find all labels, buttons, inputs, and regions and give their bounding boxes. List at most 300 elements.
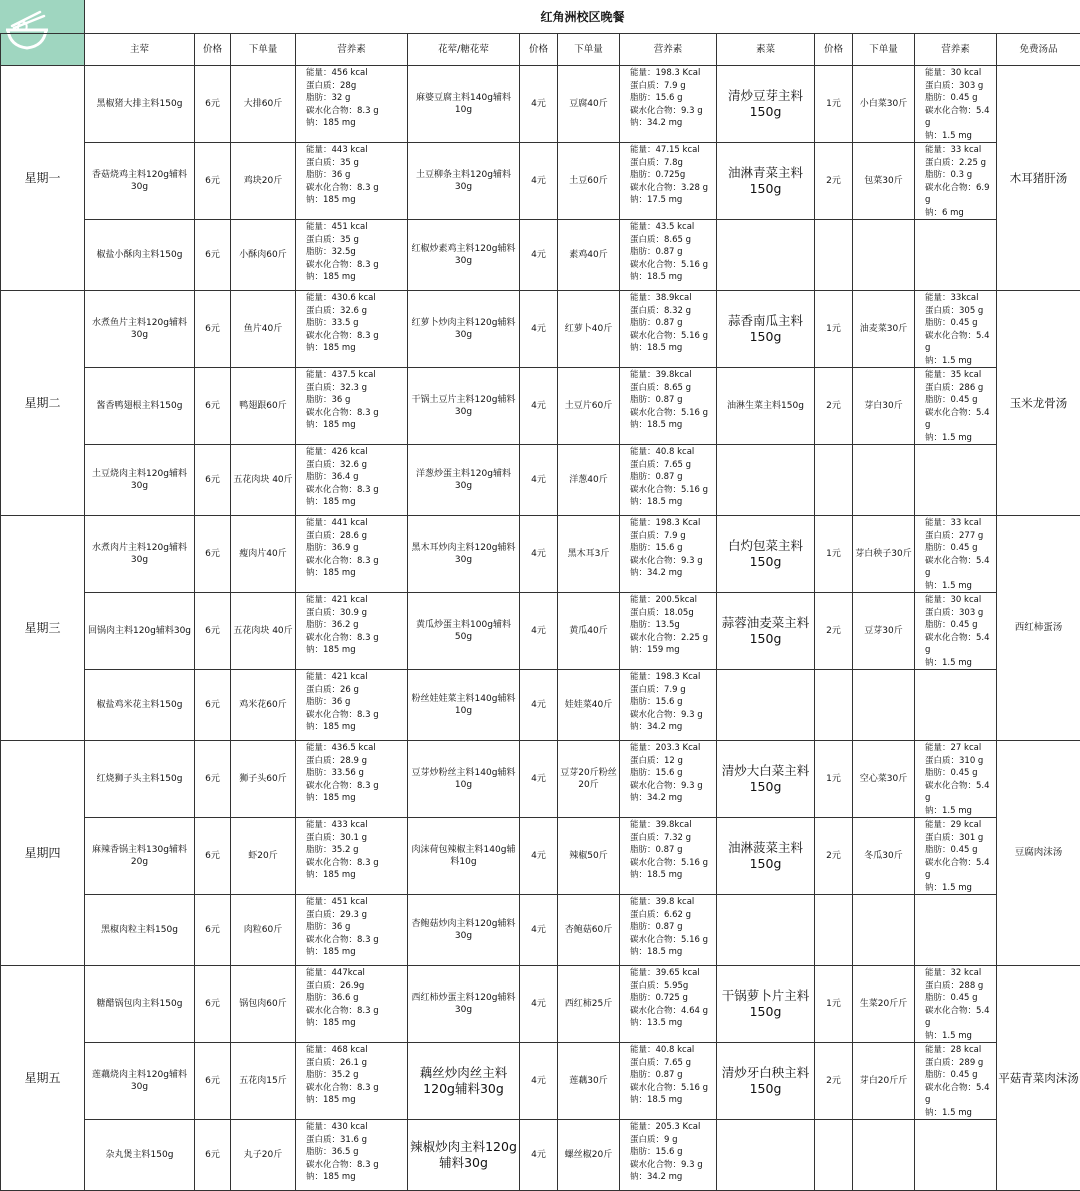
- nutrition-line: g: [925, 117, 996, 130]
- veg-price: 1元: [815, 66, 853, 143]
- veg-dish-spec: 主料150g: [750, 538, 803, 569]
- nutrition-line: 脂肪：0.87 g: [630, 844, 716, 857]
- side-price: 4元: [520, 220, 558, 291]
- veg-dish: [717, 220, 815, 291]
- nutrition-line: 蛋白质：26 g: [306, 684, 407, 697]
- nutrition-line: 蛋白质：286 g: [925, 382, 996, 395]
- main-dish-spec: 主料150g: [137, 925, 178, 935]
- nutrition-line: 脂肪：36 g: [306, 394, 407, 407]
- day-label: 星期四: [1, 741, 85, 966]
- main-dish-spec: 主料150g: [142, 401, 183, 411]
- side-qty: 黑木耳3斤: [558, 516, 620, 593]
- nutrition-line: 钠：1.5 mg: [925, 1030, 996, 1043]
- veg-dish: [717, 143, 815, 220]
- nutrition-line: 能量：198.3 Kcal: [630, 517, 716, 530]
- side-dish-name: 洋葱炒蛋: [416, 469, 452, 479]
- nutrition-line: 蛋白质：7.9 g: [630, 684, 716, 697]
- main-qty: 鸡块20斤: [231, 143, 296, 220]
- logo-cell: [1, 0, 85, 34]
- nutrition-line: 碳水化合物：5.16 g: [630, 857, 716, 870]
- main-dish-name: 黑椒肉粒: [101, 925, 137, 935]
- main-qty: 肉粒60斤: [231, 895, 296, 966]
- side-qty: 土豆60斤: [558, 143, 620, 220]
- main-qty: 鸭翅跟60斤: [231, 368, 296, 445]
- veg-dish: [717, 291, 815, 368]
- main-price: 6元: [195, 291, 231, 368]
- veg-qty: 芽白30斤: [853, 368, 915, 445]
- main-nutrition: [296, 220, 408, 291]
- veg-dish: [717, 368, 815, 445]
- page-title: 红角洲校区晚餐: [85, 0, 1080, 34]
- header-0: 主荤: [85, 34, 195, 66]
- veg-nutrition: [915, 1120, 997, 1191]
- side-dish-spec: 主料120g辅料30g: [455, 919, 516, 941]
- nutrition-line: 钠：34.2 mg: [630, 1171, 716, 1184]
- nutrition-line: 能量：451 kcal: [306, 896, 407, 909]
- day-label: 星期二: [1, 291, 85, 516]
- nutrition-line: 钠：185 mg: [306, 721, 407, 734]
- nutrition-line: 蛋白质：301 g: [925, 832, 996, 845]
- nutrition-line: 能量：33 kcal: [925, 517, 996, 530]
- veg-dish-spec: 主料150g: [750, 988, 810, 1019]
- main-nutrition: [296, 516, 408, 593]
- veg-nutrition: [915, 291, 997, 368]
- veg-dish: [717, 593, 815, 670]
- main-qty: 五花肉块 40斤: [231, 445, 296, 516]
- veg-qty: [853, 445, 915, 516]
- nutrition-line: 能量：433 kcal: [306, 819, 407, 832]
- nutrition-line: 碳水化合物：8.3 g: [306, 105, 407, 118]
- veg-qty: 生菜20斤斤: [853, 966, 915, 1043]
- nutrition-line: 蛋白质：310 g: [925, 755, 996, 768]
- nutrition-line: 能量：203.3 Kcal: [630, 742, 716, 755]
- side-qty: 素鸡40斤: [558, 220, 620, 291]
- side-qty: 黄瓜40斤: [558, 593, 620, 670]
- nutrition-line: 脂肪：0.87 g: [630, 317, 716, 330]
- side-price: 4元: [520, 516, 558, 593]
- soup-label: 玉米龙骨汤: [997, 291, 1080, 516]
- side-dish-name: 黄瓜炒蛋: [416, 620, 452, 630]
- veg-dish: [717, 741, 815, 818]
- nutrition-line: 蛋白质：28.6 g: [306, 530, 407, 543]
- main-price: 6元: [195, 818, 231, 895]
- main-price: 6元: [195, 670, 231, 741]
- table-row: [1, 895, 1080, 966]
- side-dish-spec: 主料140g辅料10g: [452, 93, 511, 115]
- nutrition-line: g: [925, 869, 996, 882]
- side-dish-name: 粉丝娃娃菜: [412, 694, 457, 704]
- main-dish: [85, 741, 195, 818]
- veg-dish-name: 蒜蓉油麦菜: [722, 615, 785, 630]
- veg-dish-name: 油淋青菜: [728, 165, 778, 180]
- veg-dish: [717, 818, 815, 895]
- nutrition-line: 碳水化合物：9.3 g: [630, 555, 716, 568]
- header-6: 下单量: [558, 34, 620, 66]
- veg-qty: 小白菜30斤: [853, 66, 915, 143]
- nutrition-line: 蛋白质：28g: [306, 80, 407, 93]
- nutrition-line: 碳水化合物：8.3 g: [306, 780, 407, 793]
- main-price: 6元: [195, 1120, 231, 1191]
- nutrition-line: 钠：18.5 mg: [630, 419, 716, 432]
- nutrition-line: g: [925, 194, 996, 207]
- nutrition-line: 能量：32 kcal: [925, 967, 996, 980]
- nutrition-line: 脂肪：15.6 g: [630, 767, 716, 780]
- veg-qty: 冬瓜30斤: [853, 818, 915, 895]
- veg-dish: [717, 1120, 815, 1191]
- day-label: 星期一: [1, 66, 85, 291]
- main-dish: [85, 818, 195, 895]
- side-price: 4元: [520, 291, 558, 368]
- main-nutrition: [296, 66, 408, 143]
- main-dish-spec: 主料120g辅料30g: [128, 543, 187, 565]
- nutrition-line: 能量：421 kcal: [306, 594, 407, 607]
- main-dish-name: 水煮肉片: [92, 543, 128, 553]
- side-nutrition: [620, 66, 717, 143]
- nutrition-line: 脂肪：36 g: [306, 921, 407, 934]
- main-dish-spec: 主料150g: [142, 999, 183, 1009]
- veg-dish: [717, 670, 815, 741]
- main-dish-spec: 主料120g辅料30g: [128, 318, 187, 340]
- nutrition-line: 能量：29 kcal: [925, 819, 996, 832]
- main-dish-spec: 主料150g: [142, 700, 183, 710]
- veg-dish-name: 清炒牙白秧: [722, 1065, 785, 1080]
- veg-nutrition: [915, 368, 997, 445]
- side-dish-name: 红椒炒素鸡: [412, 244, 457, 254]
- nutrition-line: 脂肪：0.87 g: [630, 921, 716, 934]
- nutrition-line: 能量：33kcal: [925, 292, 996, 305]
- nutrition-line: 钠：185 mg: [306, 567, 407, 580]
- nutrition-line: 蛋白质：8.32 g: [630, 305, 716, 318]
- nutrition-line: 钠：34.2 mg: [630, 567, 716, 580]
- nutrition-line: 能量：200.5kcal: [630, 594, 716, 607]
- nutrition-line: 能量：40.8 kcal: [630, 1044, 716, 1057]
- header-12: 免费汤品: [997, 34, 1080, 66]
- nutrition-line: 脂肪：0.45 g: [925, 317, 996, 330]
- side-qty: 土豆片60斤: [558, 368, 620, 445]
- veg-nutrition: [915, 895, 997, 966]
- side-dish: [408, 143, 520, 220]
- nutrition-line: 脂肪：36.2 g: [306, 619, 407, 632]
- nutrition-line: 蛋白质：8.65 g: [630, 382, 716, 395]
- nutrition-line: 碳水化合物：4.64 g: [630, 1005, 716, 1018]
- nutrition-line: 钠：13.5 mg: [630, 1017, 716, 1030]
- side-qty: 娃娃菜40斤: [558, 670, 620, 741]
- main-nutrition: [296, 741, 408, 818]
- table-row: [1, 291, 1080, 368]
- veg-dish: [717, 895, 815, 966]
- side-price: 4元: [520, 1043, 558, 1120]
- side-dish: [408, 741, 520, 818]
- side-dish-spec: 主料120g辅料30g: [455, 318, 516, 340]
- side-nutrition: [620, 516, 717, 593]
- main-qty: 鱼片40斤: [231, 291, 296, 368]
- side-nutrition: [620, 895, 717, 966]
- nutrition-line: 脂肪：36.9 g: [306, 542, 407, 555]
- nutrition-line: 碳水化合物：9.3 g: [630, 780, 716, 793]
- nutrition-line: 碳水化合物：8.3 g: [306, 484, 407, 497]
- main-dish-spec: 主料120g辅料30g: [115, 626, 191, 636]
- nutrition-line: 碳水化合物：8.3 g: [306, 259, 407, 272]
- nutrition-line: 蛋白质：5.95g: [630, 980, 716, 993]
- main-dish-spec: 主料150g: [133, 1150, 174, 1160]
- side-price: 4元: [520, 741, 558, 818]
- nutrition-line: 脂肪：15.6 g: [630, 92, 716, 105]
- nutrition-line: 蛋白质：28.9 g: [306, 755, 407, 768]
- side-dish: [408, 66, 520, 143]
- nutrition-line: 蛋白质：9 g: [630, 1134, 716, 1147]
- veg-qty: [853, 895, 915, 966]
- side-dish: [408, 966, 520, 1043]
- nutrition-line: 能量：437.5 kcal: [306, 369, 407, 382]
- nutrition-line: 碳水化合物：5.16 g: [630, 484, 716, 497]
- nutrition-line: 碳水化合物：5.4: [925, 1005, 996, 1018]
- nutrition-line: 碳水化合物：9.3 g: [630, 709, 716, 722]
- veg-dish-spec: 主料150g: [750, 763, 810, 794]
- veg-price: 2元: [815, 593, 853, 670]
- side-dish-spec: 主料120g辅料30g: [455, 993, 516, 1015]
- nutrition-line: 蛋白质：26.9g: [306, 980, 407, 993]
- nutrition-line: 脂肪：15.6 g: [630, 696, 716, 709]
- nutrition-line: 碳水化合物：5.4: [925, 105, 996, 118]
- main-dish: [85, 143, 195, 220]
- nutrition-line: 钠：1.5 mg: [925, 130, 996, 143]
- veg-dish-spec: 主料150g: [750, 165, 803, 196]
- main-price: 6元: [195, 143, 231, 220]
- nutrition-line: 碳水化合物：8.3 g: [306, 555, 407, 568]
- nutrition-line: 蛋白质：7.32 g: [630, 832, 716, 845]
- nutrition-line: 蛋白质：32.3 g: [306, 382, 407, 395]
- side-nutrition: [620, 593, 717, 670]
- nutrition-line: 蛋白质：26.1 g: [306, 1057, 407, 1070]
- nutrition-line: 钠：34.2 mg: [630, 792, 716, 805]
- nutrition-line: 碳水化合物：5.4: [925, 857, 996, 870]
- nutrition-line: 钠：6 mg: [925, 207, 996, 220]
- main-dish: [85, 895, 195, 966]
- header-2: 下单量: [231, 34, 296, 66]
- veg-dish: [717, 966, 815, 1043]
- nutrition-line: 钠：18.5 mg: [630, 496, 716, 509]
- nutrition-line: 钠：1.5 mg: [925, 657, 996, 670]
- nutrition-line: 脂肪：0.45 g: [925, 92, 996, 105]
- side-dish-spec: 主料120g辅料30g: [439, 1139, 517, 1170]
- table-row: [1, 741, 1080, 818]
- veg-dish-name: 干锅萝卜片: [722, 988, 785, 1003]
- main-qty: 五花肉15斤: [231, 1043, 296, 1120]
- nutrition-line: 能量：430 kcal: [306, 1121, 407, 1134]
- side-dish: [408, 516, 520, 593]
- side-dish: [408, 895, 520, 966]
- table-row: [1, 593, 1080, 670]
- veg-nutrition: [915, 516, 997, 593]
- main-qty: 锅包肉60斤: [231, 966, 296, 1043]
- soup-label: 豆腐肉沫汤: [997, 741, 1080, 966]
- veg-price: 2元: [815, 818, 853, 895]
- veg-nutrition: [915, 593, 997, 670]
- side-nutrition: [620, 741, 717, 818]
- nutrition-line: 钠：185 mg: [306, 1017, 407, 1030]
- side-dish: [408, 593, 520, 670]
- nutrition-line: 脂肪：15.6 g: [630, 1146, 716, 1159]
- main-qty: 五花肉块 40斤: [231, 593, 296, 670]
- nutrition-line: 碳水化合物：5.16 g: [630, 934, 716, 947]
- nutrition-line: 能量：39.8kcal: [630, 819, 716, 832]
- nutrition-line: 碳水化合物：5.16 g: [630, 259, 716, 272]
- nutrition-line: 蛋白质：35 g: [306, 234, 407, 247]
- side-qty: 辣椒50斤: [558, 818, 620, 895]
- nutrition-line: 能量：28 kcal: [925, 1044, 996, 1057]
- nutrition-line: 蛋白质：305 g: [925, 305, 996, 318]
- main-nutrition: [296, 143, 408, 220]
- table-row: [1, 445, 1080, 516]
- main-qty: 小酥肉60斤: [231, 220, 296, 291]
- nutrition-line: 钠：185 mg: [306, 496, 407, 509]
- veg-dish-spec: 主料150g: [750, 840, 803, 871]
- nutrition-line: 碳水化合物：8.3 g: [306, 182, 407, 195]
- veg-dish-name: 清炒大白菜: [722, 763, 785, 778]
- side-price: 4元: [520, 895, 558, 966]
- nutrition-line: 能量：468 kcal: [306, 1044, 407, 1057]
- nutrition-line: 蛋白质：31.6 g: [306, 1134, 407, 1147]
- nutrition-line: 碳水化合物：9.3 g: [630, 1159, 716, 1172]
- nutrition-line: 能量：443 kcal: [306, 144, 407, 157]
- side-nutrition: [620, 1043, 717, 1120]
- nutrition-line: 能量：33 kcal: [925, 144, 996, 157]
- main-price: 6元: [195, 66, 231, 143]
- side-dish: [408, 1120, 520, 1191]
- veg-price: [815, 895, 853, 966]
- main-nutrition: [296, 966, 408, 1043]
- nutrition-line: 蛋白质：277 g: [925, 530, 996, 543]
- main-nutrition: [296, 895, 408, 966]
- nutrition-line: 钠：1.5 mg: [925, 580, 996, 593]
- table-row: [1, 1043, 1080, 1120]
- nutrition-line: 碳水化合物：3.28 g: [630, 182, 716, 195]
- side-nutrition: [620, 966, 717, 1043]
- side-qty: 豆芽20斤粉丝20斤: [558, 741, 620, 818]
- table-row: [1, 66, 1080, 143]
- nutrition-line: 钠：34.2 mg: [630, 117, 716, 130]
- nutrition-line: 脂肪：0.725g: [630, 169, 716, 182]
- nutrition-line: 脂肪：0.87 g: [630, 246, 716, 259]
- veg-nutrition: [915, 966, 997, 1043]
- side-dish: [408, 220, 520, 291]
- nutrition-line: 能量：39.8 kcal: [630, 896, 716, 909]
- nutrition-line: 碳水化合物：8.3 g: [306, 632, 407, 645]
- side-dish-name: 麻婆豆腐: [416, 93, 452, 103]
- veg-dish-spec: 主料150g: [750, 313, 803, 344]
- nutrition-line: 脂肪：35.2 g: [306, 844, 407, 857]
- nutrition-line: 蛋白质：303 g: [925, 80, 996, 93]
- nutrition-line: 能量：198.3 Kcal: [630, 671, 716, 684]
- table-row: [1, 670, 1080, 741]
- header-9: 价格: [815, 34, 853, 66]
- nutrition-line: 脂肪：0.45 g: [925, 1069, 996, 1082]
- main-dish-name: 红烧狮子头: [97, 774, 142, 784]
- nutrition-line: 钠：185 mg: [306, 869, 407, 882]
- side-dish-spec: 主料120g辅料30g: [455, 244, 516, 266]
- veg-qty: 包菜30斤: [853, 143, 915, 220]
- nutrition-line: 碳水化合物：8.3 g: [306, 330, 407, 343]
- nutrition-line: 碳水化合物：5.16 g: [630, 407, 716, 420]
- nutrition-line: 脂肪：0.45 g: [925, 992, 996, 1005]
- nutrition-line: 钠：185 mg: [306, 271, 407, 284]
- main-dish: [85, 966, 195, 1043]
- main-dish: [85, 445, 195, 516]
- nutrition-line: 蛋白质：303 g: [925, 607, 996, 620]
- side-price: 4元: [520, 143, 558, 220]
- nutrition-line: 能量：426 kcal: [306, 446, 407, 459]
- main-dish: [85, 66, 195, 143]
- main-price: 6元: [195, 1043, 231, 1120]
- veg-dish-spec: 主料150g: [750, 1065, 810, 1096]
- veg-nutrition: [915, 670, 997, 741]
- side-dish-name: 藕丝炒肉丝: [420, 1065, 483, 1080]
- nutrition-line: 钠：17.5 mg: [630, 194, 716, 207]
- nutrition-line: 脂肪：36 g: [306, 696, 407, 709]
- main-dish: [85, 670, 195, 741]
- side-qty: 螺丝椒20斤: [558, 1120, 620, 1191]
- side-qty: 豆腐40斤: [558, 66, 620, 143]
- nutrition-line: 能量：205.3 Kcal: [630, 1121, 716, 1134]
- main-qty: 鸡米花60斤: [231, 670, 296, 741]
- nutrition-line: 能量：198.3 Kcal: [630, 67, 716, 80]
- main-price: 6元: [195, 593, 231, 670]
- side-nutrition: [620, 1120, 717, 1191]
- main-nutrition: [296, 1043, 408, 1120]
- nutrition-line: 脂肪：32.5g: [306, 246, 407, 259]
- veg-nutrition: [915, 818, 997, 895]
- nutrition-line: 能量：43.5 kcal: [630, 221, 716, 234]
- side-dish-spec: 主料100g辅料50g: [452, 620, 511, 642]
- veg-qty: 豆芽30斤: [853, 593, 915, 670]
- main-price: 6元: [195, 368, 231, 445]
- nutrition-line: 钠：18.5 mg: [630, 1094, 716, 1107]
- nutrition-line: 蛋白质：30.1 g: [306, 832, 407, 845]
- nutrition-line: 钠：185 mg: [306, 1171, 407, 1184]
- main-dish-name: 水煮鱼片: [92, 318, 128, 328]
- nutrition-line: 碳水化合物：5.4: [925, 555, 996, 568]
- nutrition-line: 蛋白质：12 g: [630, 755, 716, 768]
- main-dish: [85, 291, 195, 368]
- table-row: [1, 368, 1080, 445]
- nutrition-line: 脂肪：36.6 g: [306, 992, 407, 1005]
- nutrition-line: 碳水化合物：5.4: [925, 780, 996, 793]
- side-nutrition: [620, 291, 717, 368]
- main-dish-name: 回锅肉: [88, 626, 115, 636]
- nutrition-line: 能量：456 kcal: [306, 67, 407, 80]
- side-dish-spec: 主料120g辅料30g: [452, 469, 511, 491]
- veg-dish-spec: 主料150g: [763, 401, 804, 411]
- nutrition-line: 蛋白质：7.8g: [630, 157, 716, 170]
- side-price: 4元: [520, 670, 558, 741]
- main-dish: [85, 368, 195, 445]
- veg-price: [815, 220, 853, 291]
- side-dish-name: 黑木耳炒肉: [412, 543, 457, 553]
- veg-nutrition: [915, 1043, 997, 1120]
- nutrition-line: 蛋白质：288 g: [925, 980, 996, 993]
- veg-qty: [853, 220, 915, 291]
- header-11: 营养素: [915, 34, 997, 66]
- side-dish: [408, 445, 520, 516]
- veg-price: 1元: [815, 516, 853, 593]
- veg-price: 1元: [815, 291, 853, 368]
- nutrition-line: 脂肪：0.45 g: [925, 394, 996, 407]
- veg-qty: 油麦菜30斤: [853, 291, 915, 368]
- veg-dish-spec: 主料150g: [750, 615, 810, 646]
- main-price: 6元: [195, 966, 231, 1043]
- side-price: 4元: [520, 1120, 558, 1191]
- nutrition-line: 钠：185 mg: [306, 342, 407, 355]
